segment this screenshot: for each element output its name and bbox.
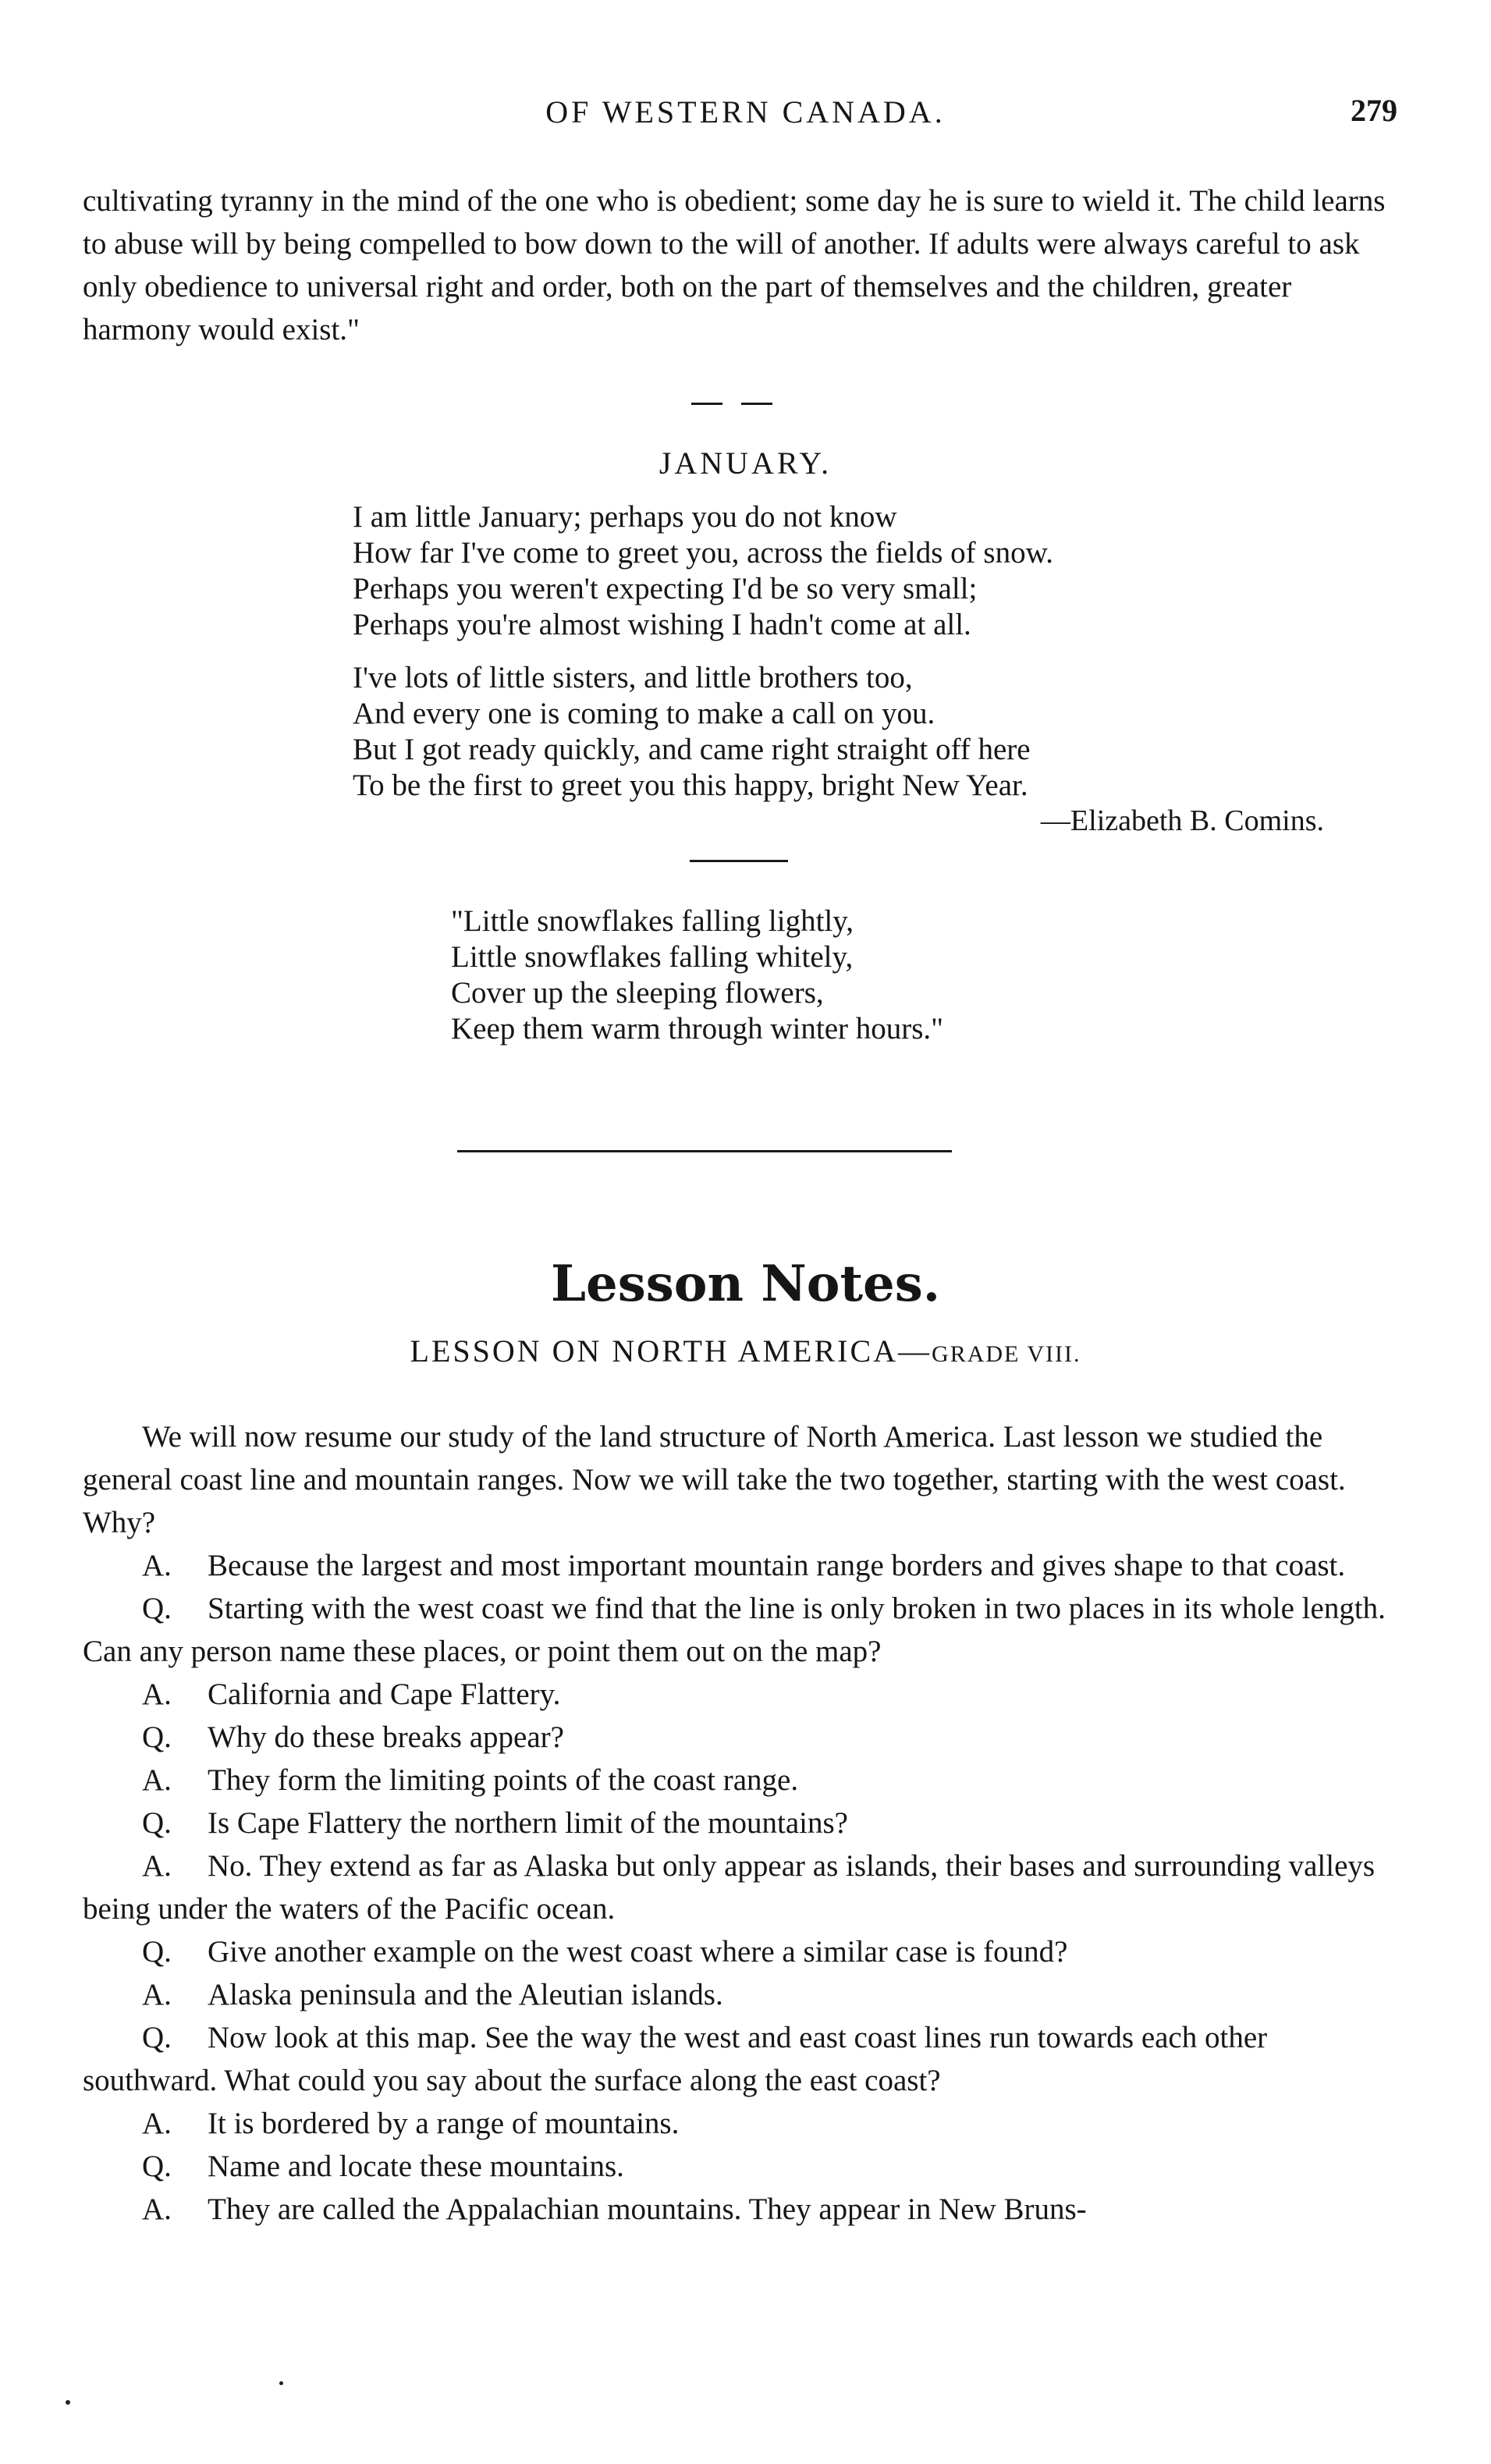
- paragraph-text: No. They extend as far as Alaska but only appear as islands, their bases and surrounding valleys being under the waters of the Pacific ocean.: [83, 1849, 1376, 1926]
- poem-line: Keep them warm through winter hours.": [451, 1012, 944, 1046]
- question-label: Q.: [142, 2150, 172, 2183]
- answer-paragraph: [83, 1844, 1401, 1930]
- paragraph-text: Alaska peninsula and the Aleutian islands.: [208, 1978, 723, 2011]
- poem-line: I've lots of little sisters, and little brothers too,: [353, 661, 913, 694]
- lesson-subheading-main: LESSON ON NORTH AMERICA—: [410, 1333, 932, 1369]
- answer-label: A.: [142, 1678, 172, 1711]
- poem-line: How far I've come to greet you, across the fields of snow.: [353, 536, 1053, 570]
- poem-author: —Elizabeth B. Comins.: [1040, 804, 1324, 837]
- question-label: Q.: [142, 1935, 172, 1969]
- poem-line: Perhaps you're almost wishing I hadn't come at all.: [353, 608, 971, 641]
- question-label: Q.: [142, 1592, 172, 1625]
- paragraph-text: California and Cape Flattery.: [208, 1678, 561, 1711]
- poem-line: Cover up the sleeping flowers,: [451, 976, 824, 1010]
- poem-line: And every one is coming to make a call on you.: [353, 697, 935, 730]
- intro-paragraph: cultivating tyranny in the mind of the one who is obedient; some day he is sure to wield it. The child learns to abuse will by being compelled to bow down to the will of another. If adults were always careful to ask only obedience to universal right and order, both on the part of themselves and the children, greater harmony would exist.": [83, 184, 1386, 346]
- question-paragraph: [83, 1802, 1401, 1844]
- paragraph-text: Starting with the west coast we find that the line is only broken in two places in its whole length. Can any person name these places, or point them out on the map?: [83, 1592, 1386, 1668]
- paragraph-text: Name and locate these mountains.: [208, 2150, 624, 2183]
- answer-label: A.: [142, 1978, 172, 2011]
- paragraph-text: We will now resume our study of the land structure of North America. Last lesson we studied the general coast line and mountain ranges. Now we will take the two together, starting with the west coast. Why?: [83, 1420, 1346, 1539]
- poem-stanza-1: [353, 499, 1053, 643]
- lesson-subheading: [0, 1333, 1491, 1369]
- poem-line: But I got ready quickly, and came right straight off here: [353, 733, 1031, 766]
- answer-label: A.: [142, 2107, 172, 2140]
- poem-line: Perhaps you weren't expecting I'd be so very small;: [353, 572, 978, 605]
- paragraph-text: Give another example on the west coast where a similar case is found?: [208, 1935, 1068, 1969]
- print-speck: [279, 2381, 283, 2385]
- section-divider-dash-2: [741, 403, 772, 405]
- paragraph-text: Now look at this map. See the way the west and east coast lines run towards each other southward. What could you say about the surface along the east coast?: [83, 2021, 1268, 2097]
- section-divider-long: [457, 1150, 952, 1152]
- paragraph-text: It is bordered by a range of mountains.: [208, 2107, 680, 2140]
- paragraph-text: Is Cape Flattery the northern limit of the mountains?: [208, 1806, 848, 1840]
- page-number: 279: [1351, 93, 1397, 128]
- answer-label: A.: [142, 1849, 172, 1883]
- poem-line: Little snowflakes falling whitely,: [451, 940, 854, 974]
- answer-paragraph: [83, 1544, 1401, 1587]
- print-speck: [66, 2400, 70, 2405]
- poem-line: To be the first to greet you this happy, bright New Year.: [353, 769, 1028, 802]
- poem-line: I am little January; perhaps you do not know: [353, 500, 897, 534]
- poem-snowflakes: [451, 904, 943, 1047]
- lesson-body: [83, 1415, 1401, 2231]
- poem-title: JANUARY.: [659, 446, 832, 481]
- answer-paragraph: [83, 2188, 1401, 2231]
- question-label: Q.: [142, 1806, 172, 1840]
- answer-label: A.: [142, 1549, 172, 1582]
- poem-divider: [690, 860, 788, 862]
- answer-label: A.: [142, 2192, 172, 2226]
- running-title: OF WESTERN CANADA.: [545, 94, 946, 130]
- paragraph-text: Because the largest and most important mountain range borders and gives shape to that coast.: [208, 1549, 1346, 1582]
- answer-label: A.: [142, 1763, 172, 1797]
- question-paragraph: [83, 2016, 1401, 2102]
- answer-paragraph: [83, 1973, 1401, 2016]
- poem-line: "Little snowflakes falling lightly,: [451, 904, 854, 938]
- poem-january: [353, 499, 1053, 821]
- question-paragraph: [83, 2145, 1401, 2188]
- paragraph-text: Why do these breaks appear?: [208, 1720, 564, 1754]
- lesson-heading: Lesson Notes.: [550, 1255, 941, 1313]
- paragraph-text: They form the limiting points of the coast range.: [208, 1763, 799, 1797]
- section-divider-dash-1: [691, 403, 722, 405]
- question-label: Q.: [142, 2021, 172, 2054]
- question-label: Q.: [142, 1720, 172, 1754]
- paragraph-text: They are called the Appalachian mountains. They appear in New Bruns-: [208, 2192, 1087, 2226]
- page-header: [0, 87, 1491, 134]
- lesson-paragraph: [83, 1415, 1401, 1544]
- poem-stanza-2: [353, 660, 1053, 804]
- answer-paragraph: [83, 1759, 1401, 1802]
- answer-paragraph: [83, 1673, 1401, 1716]
- question-paragraph: [83, 1587, 1401, 1673]
- answer-paragraph: [83, 2102, 1401, 2145]
- question-paragraph: [83, 1716, 1401, 1759]
- lesson-subheading-grade: GRADE VIII.: [932, 1341, 1081, 1367]
- question-paragraph: [83, 1930, 1401, 1973]
